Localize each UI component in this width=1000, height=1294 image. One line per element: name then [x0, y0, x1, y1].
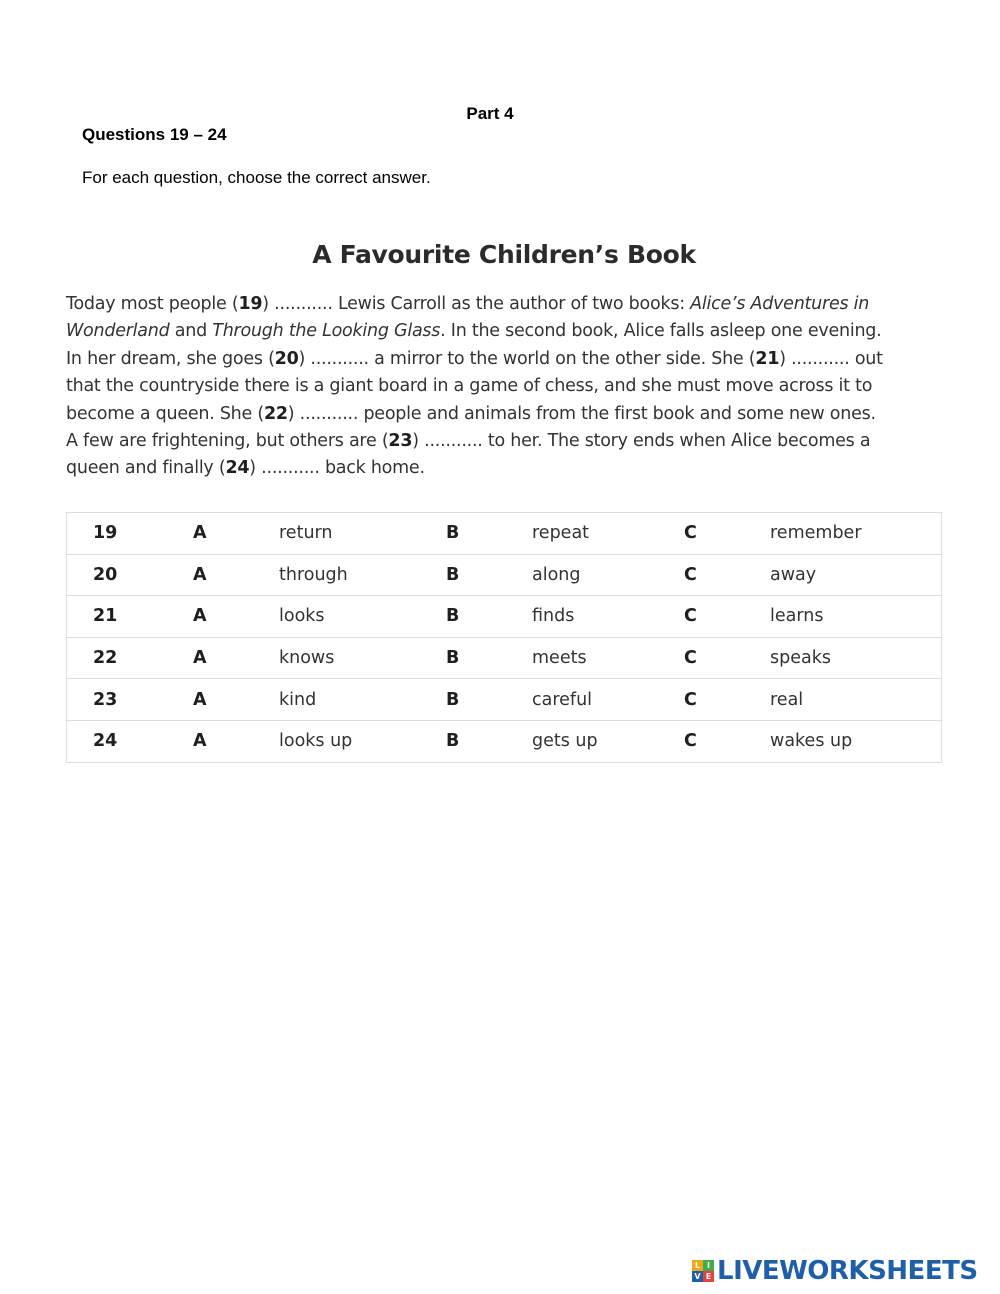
logo-text: LIVEWORKSHEETS [717, 1256, 978, 1286]
option-c-letter: C [684, 637, 770, 679]
passage-segment: queen and finally ( [66, 458, 226, 479]
option-c-letter: C [684, 679, 770, 721]
option-a-text: through [279, 554, 446, 596]
question-number: 20 [67, 554, 194, 596]
option-b-letter: B [446, 596, 532, 638]
gap-number: 24 [225, 458, 250, 479]
option-b-text: careful [532, 679, 684, 721]
question-number: 24 [67, 720, 194, 762]
option-c-letter: C [684, 554, 770, 596]
question-number: 21 [67, 596, 194, 638]
passage-segment: and [169, 321, 213, 342]
option-c-text: speaks [770, 637, 942, 679]
logo-mark-letter: I [703, 1260, 714, 1271]
book-title: Alice’s Adventures in [690, 294, 870, 314]
passage-line [66, 346, 946, 373]
passage-line [66, 291, 946, 318]
option-a-text: looks [279, 596, 446, 638]
option-a-letter: A [193, 596, 279, 638]
passage-segment: become a queen. She ( [66, 403, 264, 424]
passage-segment: In her dream, she goes ( [66, 348, 275, 369]
question-row [67, 679, 942, 721]
book-title: Wonderland [66, 321, 170, 342]
option-a-text: knows [279, 637, 446, 679]
option-c-letter: C [684, 513, 770, 555]
logo-mark-letter: V [692, 1271, 703, 1282]
option-c-text: learns [770, 596, 942, 638]
option-a-letter: A [193, 679, 279, 721]
gap-number: 22 [263, 403, 288, 424]
option-a-text: kind [279, 679, 446, 721]
passage-line [66, 455, 946, 482]
passage-segment: that the countryside there is a giant board in a game of chess, and she must move across it to [66, 376, 873, 397]
logo-mark-letter: L [692, 1260, 703, 1271]
option-a-letter: A [193, 554, 279, 596]
passage-segment: ) ........... out [779, 348, 883, 369]
option-b-letter: B [446, 554, 532, 596]
instruction-text: For each question, choose the correct answer. [82, 168, 431, 187]
passage-segment: A few are frightening, but others are ( [66, 431, 389, 452]
answer-options-table [66, 512, 942, 763]
passage-segment: ) ........... Lewis Carroll as the author of two books: [262, 294, 691, 314]
passage-segment: Today most people ( [66, 294, 239, 314]
option-b-text: finds [532, 596, 684, 638]
passage-segment: . In the second book, Alice falls asleep one evening. [440, 321, 882, 342]
gap-number: 23 [388, 431, 413, 452]
passage-line [66, 373, 946, 400]
question-number: 22 [67, 637, 194, 679]
passage-line [66, 318, 946, 345]
passage-line [66, 428, 946, 455]
passage-title: A Favourite Children’s Book [312, 240, 696, 269]
passage-segment: ) ........... to her. The story ends when Alice becomes a [412, 431, 871, 452]
question-number: 23 [67, 679, 194, 721]
option-a-text: looks up [279, 720, 446, 762]
option-b-letter: B [446, 637, 532, 679]
questions-heading: Questions 19 – 24 [82, 125, 227, 144]
option-b-letter: B [446, 679, 532, 721]
question-row [67, 596, 942, 638]
gap-number: 20 [274, 348, 299, 369]
part-label: Part 4 [466, 104, 514, 123]
option-b-letter: B [446, 513, 532, 555]
question-row [67, 720, 942, 762]
book-title: Through the Looking Glass [212, 321, 441, 342]
question-row [67, 554, 942, 596]
option-a-letter: A [193, 637, 279, 679]
passage-segment: ) ........... back home. [249, 458, 425, 479]
liveworksheets-logo [692, 1254, 978, 1288]
option-a-text: return [279, 513, 446, 555]
option-c-text: remember [770, 513, 942, 555]
option-c-text: away [770, 554, 942, 596]
option-b-text: gets up [532, 720, 684, 762]
gap-number: 21 [755, 348, 780, 369]
logo-mark-letter: E [703, 1271, 714, 1282]
passage-text [66, 291, 946, 483]
question-row [67, 513, 942, 555]
question-row [67, 637, 942, 679]
question-number: 19 [67, 513, 194, 555]
option-c-letter: C [684, 596, 770, 638]
liveworksheets-logo-icon [692, 1260, 714, 1282]
passage-segment: ) ........... a mirror to the world on the other side. She ( [298, 348, 756, 369]
option-b-text: meets [532, 637, 684, 679]
option-c-text: wakes up [770, 720, 942, 762]
option-c-text: real [770, 679, 942, 721]
passage-segment: ) ........... people and animals from the first book and some new ones. [287, 403, 876, 424]
option-a-letter: A [193, 720, 279, 762]
option-a-letter: A [193, 513, 279, 555]
passage-line [66, 401, 946, 428]
gap-number: 19 [238, 294, 263, 314]
option-b-letter: B [446, 720, 532, 762]
option-b-text: repeat [532, 513, 684, 555]
option-b-text: along [532, 554, 684, 596]
option-c-letter: C [684, 720, 770, 762]
